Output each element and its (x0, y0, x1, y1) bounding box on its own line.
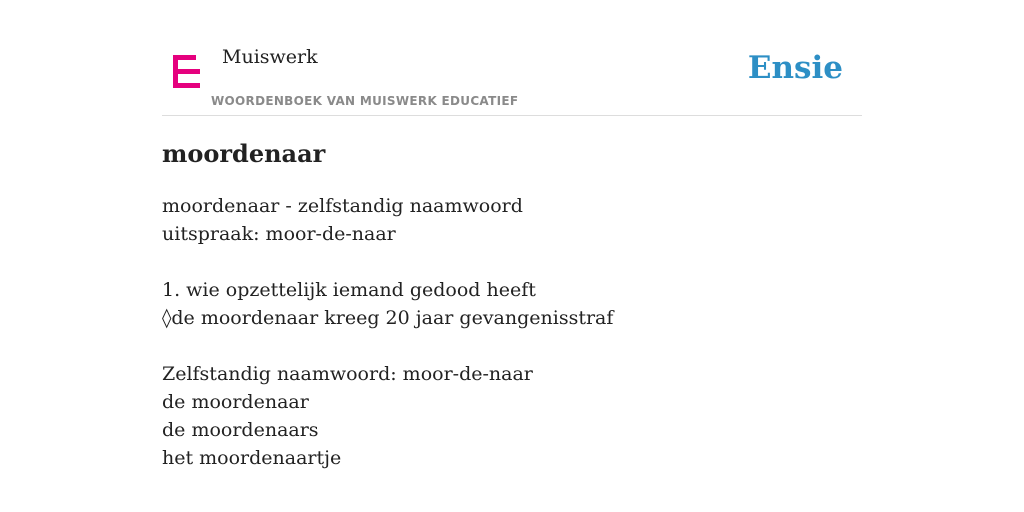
form-singular: de moordenaar (162, 391, 309, 413)
logo-bar-top (173, 55, 196, 60)
muiswerk-logo-icon[interactable] (173, 55, 200, 88)
site-header (162, 0, 862, 116)
ensie-brand-logo[interactable]: Ensie (747, 50, 843, 86)
example-marker-icon: ◊ (162, 307, 172, 329)
forms-heading: Zelfstandig naamwoord: moor-de-naar (162, 363, 533, 385)
example-text: de moordenaar kreeg 20 jaar gevangenisstraf (171, 307, 614, 329)
form-plural: de moordenaars (162, 419, 319, 441)
entry-body (162, 192, 613, 472)
logo-bar-middle (173, 69, 200, 74)
example-line (162, 304, 613, 332)
sense-line: 1. wie opzettelijk iemand gedood heeft (162, 279, 536, 301)
logo-bar-bottom (173, 83, 200, 88)
page-container (162, 0, 862, 469)
definition-line: moordenaar - zelfstandig naamwoord (162, 195, 523, 217)
form-diminutive: het moordenaartje (162, 447, 342, 469)
entry-title: moordenaar (162, 139, 326, 168)
publisher-name[interactable]: Muiswerk (222, 46, 318, 68)
pronunciation-line: uitspraak: moor-de-naar (162, 223, 396, 245)
dictionary-subtitle: WOORDENBOEK VAN MUISWERK EDUCATIEF (211, 94, 519, 108)
spacer (162, 248, 613, 276)
spacer (162, 332, 613, 360)
